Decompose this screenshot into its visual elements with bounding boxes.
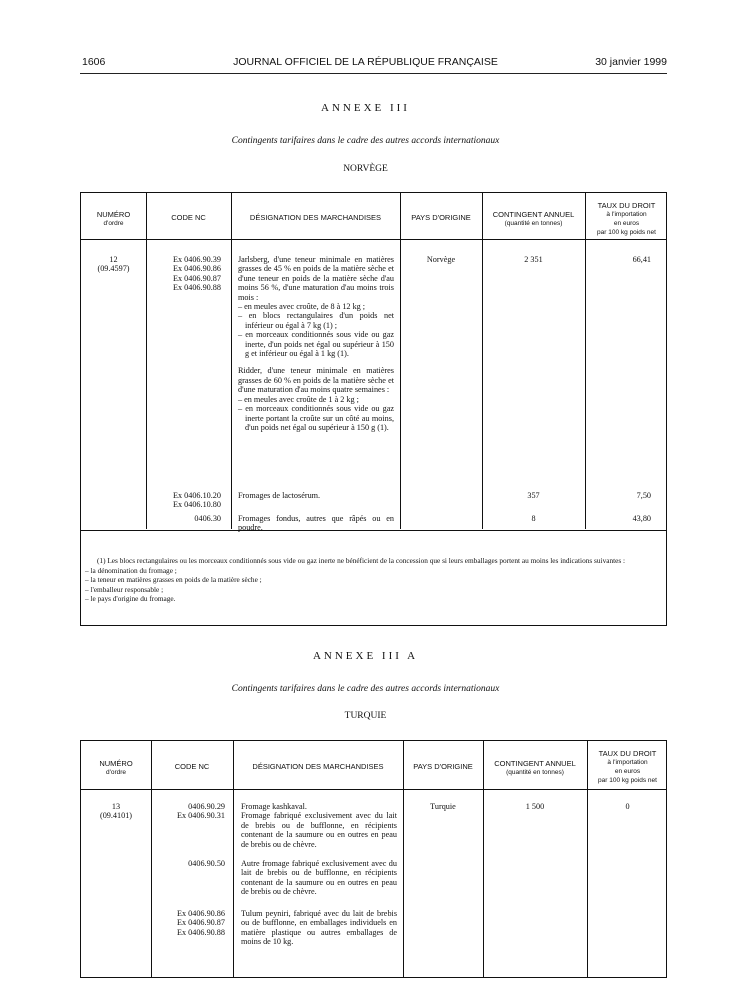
col-header-contingent: CONTINGENT ANNUEL (quantité en tonnes) <box>494 759 576 776</box>
row-designation: Fromage kashkaval. Fromage fabriqué exclusivement avec du lait de brebis ou de bufflonne, en récipients contenant de la saumure ou en outres en peau de brebis ou de chèvre. <box>241 802 397 849</box>
col-header-code: CODE NC <box>174 762 210 771</box>
annex-3-table <box>80 192 667 626</box>
row-codes: 0406.90.50 <box>188 859 225 868</box>
header-row-divider <box>81 239 666 240</box>
row-pays: Norvège <box>426 255 456 264</box>
col-header-taux: TAUX DU DROIT à l'importation en euros par 100 kg poids net <box>598 749 657 784</box>
col-header-contingent: CONTINGENT ANNUEL (quantité en tonnes) <box>492 210 575 227</box>
row-numero: 12 (09.4597) <box>97 255 130 274</box>
col-header-designation: DÉSIGNATION DES MARCHANDISES <box>249 213 382 222</box>
col-header-numero: NUMÉRO d'ordre <box>96 210 131 227</box>
row-contingent: 8 <box>531 514 536 523</box>
row-pays: Turquie <box>430 802 456 811</box>
row-contingent: 357 <box>527 491 540 500</box>
annex-3a-country: TURQUIE <box>344 711 387 721</box>
col-header-numero: NUMÉRO d'ordre <box>99 759 133 776</box>
header-divider <box>80 73 667 74</box>
row-numero: 13 (09.4101) <box>99 802 133 821</box>
col-divider <box>482 193 483 529</box>
row-designation: Jarlsberg, d'une teneur minimale en matières grasses de 45 % en poids de la matière sèche et d'une teneur en poids de la matière sèche d'au moins 56 %, d'une maturation d'au moins trois mois : – en meules avec croûte, de 8 à 12 kg ; – en blocs rectangulaires d'un poids net inférieur ou égal à 7 kg (1) ; – en morceaux conditionnés sous vide ou gaz inerte, d'un poids net égal ou supérieur à 150 g et inférieur ou égal à 1 kg (1). Ridder, d'une teneur minimale en matières grasses de 60 % en poids de la matière sèche et d'une maturation d'au moins quatre semaines : – en meules avec croûte de 1 à 2 kg ; – en morceaux conditionnés sous vide ou gaz inerte portant la croûte sur un côté au moins, d'un poids net égal ou supérieur à 150 g (1). <box>238 255 394 432</box>
header-row-divider <box>81 789 666 790</box>
row-taux: 66,41 <box>632 255 651 264</box>
col-divider <box>585 193 586 529</box>
col-divider <box>231 193 232 529</box>
row-codes: Ex 0406.10.20 Ex 0406.10.80 <box>173 491 221 510</box>
annex-3-subtitle: Contingents tarifaires dans le cadre des autres accords internationaux <box>231 136 500 146</box>
row-codes: 0406.90.29 Ex 0406.90.31 <box>177 802 225 821</box>
annex-3a-table <box>80 740 667 978</box>
col-header-pays: PAYS D'ORIGINE <box>413 762 473 771</box>
row-designation: Autre fromage fabriqué exclusivement avec du lait de brebis ou de bufflonne, en récipients contenant de la saumure ou en outres en peau de brebis ou de chèvre. <box>241 859 397 897</box>
annex-3a-title: ANNEXE III A <box>312 650 419 662</box>
row-taux: 43,80 <box>632 514 651 523</box>
row-codes: Ex 0406.90.39 Ex 0406.90.86 Ex 0406.90.87 Ex 0406.90.88 <box>173 255 221 293</box>
annex-3-country: NORVÈGE <box>343 164 388 174</box>
col-header-pays: PAYS D'ORIGINE <box>411 213 471 222</box>
annex-3-title: ANNEXE III <box>321 102 410 114</box>
row-codes: Ex 0406.90.86 Ex 0406.90.87 Ex 0406.90.88 <box>177 909 225 937</box>
col-header-designation: DÉSIGNATION DES MARCHANDISES <box>252 762 384 771</box>
row-codes: 0406.30 <box>194 514 221 523</box>
col-divider <box>400 193 401 529</box>
row-taux: 0 <box>625 802 630 811</box>
annex-3a-subtitle: Contingents tarifaires dans le cadre des autres accords internationaux <box>231 684 500 694</box>
issue-date: 30 janvier 1999 <box>595 56 667 68</box>
col-header-taux: TAUX DU DROIT à l'importation en euros par 100 kg poids net <box>597 201 656 236</box>
row-designation: Tulum peyniri, fabriqué avec du lait de brebis ou de bufflonne, en emballages individuels en matière plastique ou autres emballages de moins de 10 kg. <box>241 909 397 947</box>
footnote: (1) Les blocs rectangulaires ou les morceaux conditionnés sous vide ou gaz inerte ne bénéficient de la concession que si leurs emballages portent au moins les indications suivantes : – la dénomination du fromage ; – la teneur en matières grasses en poids de la matière sèche ; – l'emballeur responsable ; – le pays d'origine du fromage. <box>85 556 626 604</box>
col-divider <box>403 741 404 977</box>
page-number: 1606 <box>82 56 106 68</box>
row-designation: Fromages de lactosérum. <box>238 491 321 500</box>
row-contingent: 2 351 <box>524 255 543 264</box>
row-contingent: 1 500 <box>525 802 545 811</box>
col-divider <box>233 741 234 977</box>
row-taux: 7,50 <box>636 491 651 500</box>
col-divider <box>146 193 147 529</box>
journal-title: JOURNAL OFFICIEL DE LA RÉPUBLIQUE FRANÇAISE <box>233 56 498 68</box>
row-designation: Fromages fondus, autres que râpés ou en poudre. <box>238 514 394 533</box>
col-header-code: CODE NC <box>171 213 206 222</box>
